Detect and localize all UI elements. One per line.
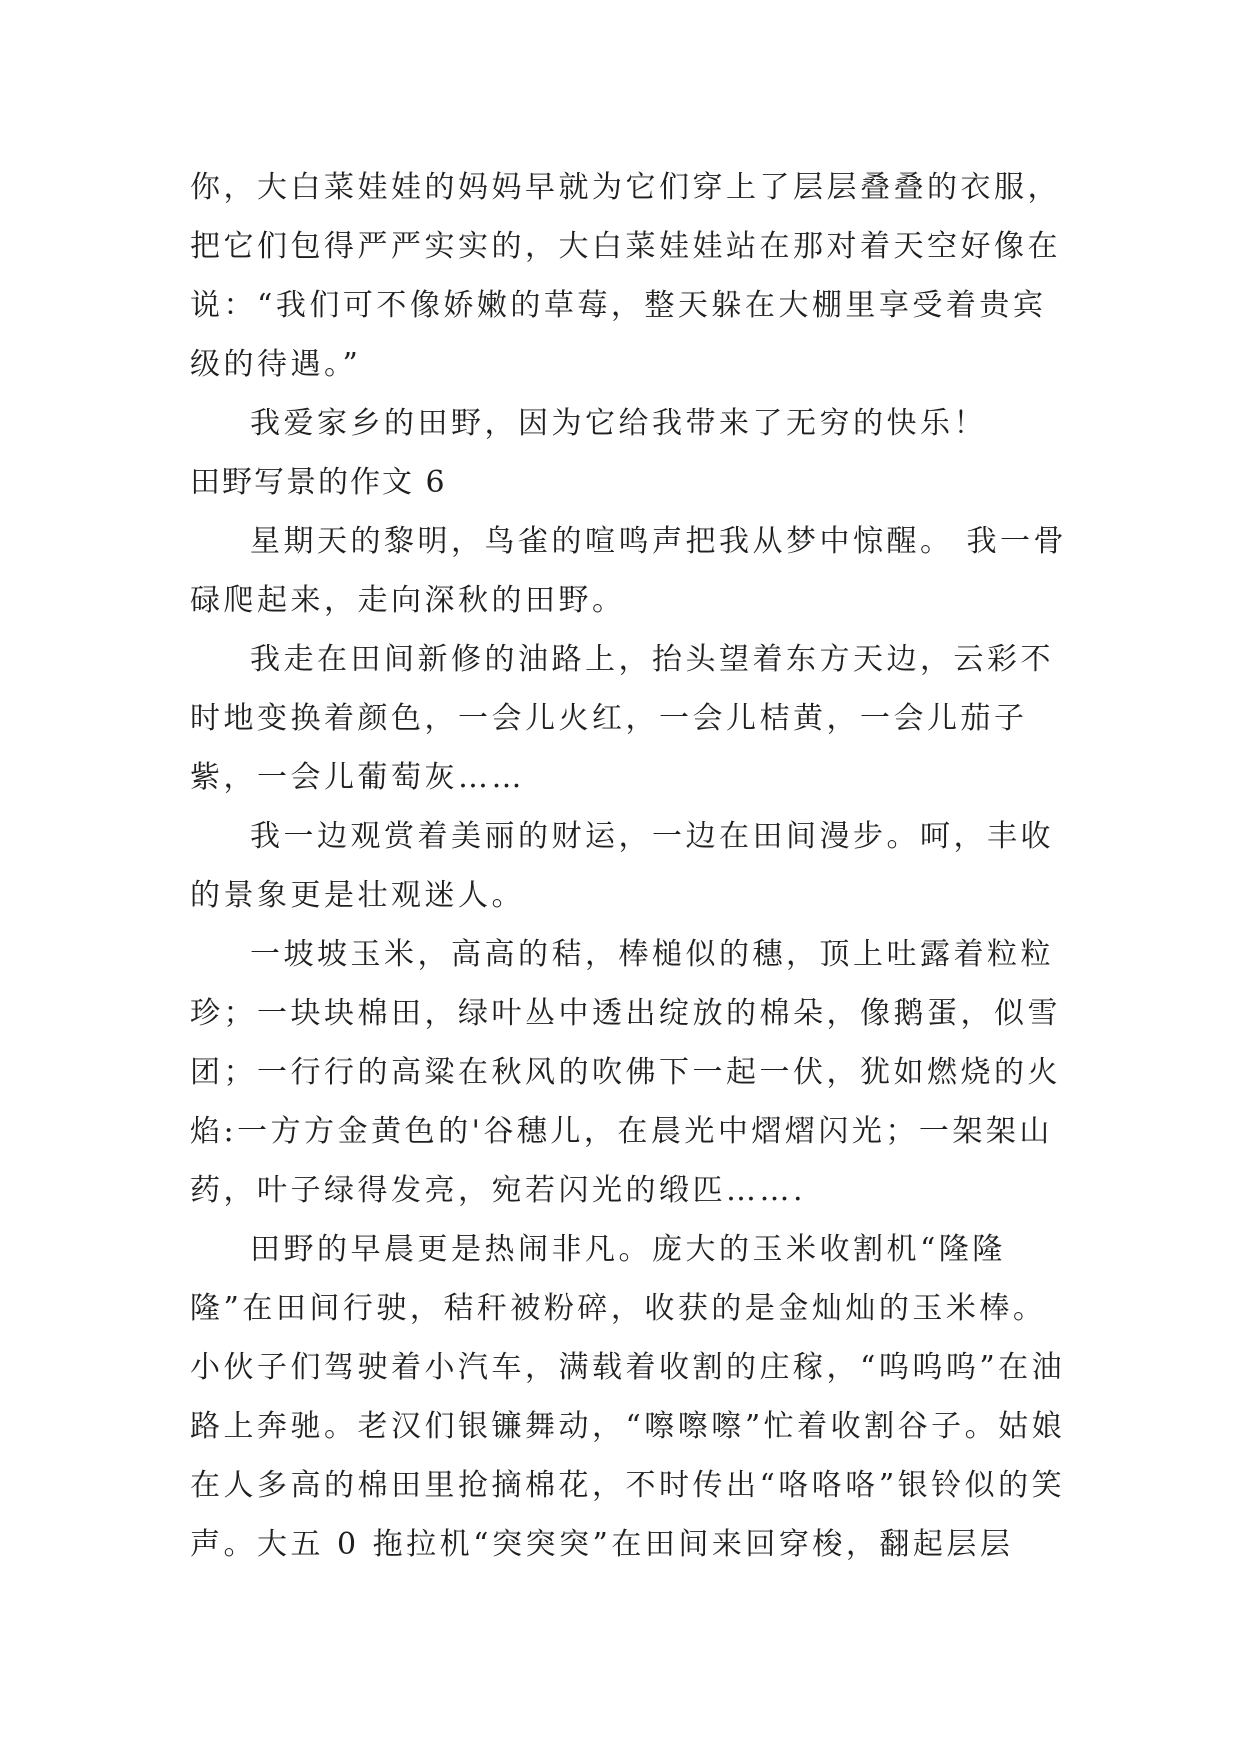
section-heading: 田野写景的作文 6: [190, 465, 447, 500]
document-body: [190, 158, 1070, 1574]
paragraph-4: 我走在田间新修的油路上，抬头望着东方天边，云彩不时地变换着颜色，一会儿火红，一会儿桔黄，一会儿茄子紫，一会儿葡萄灰……: [190, 642, 1054, 795]
paragraph-3: 星期天的黎明，鸟雀的喧鸣声把我从梦中惊醒。 我一骨碌爬起来，走向深秋的田野。: [190, 524, 1068, 618]
paragraph-2: 我爱家乡的田野，因为它给我带来了无穷的快乐！: [250, 406, 987, 441]
paragraph-5: 我一边观赏着美丽的财运，一边在田间漫步。呵，丰收的景象更是壮观迷人。: [190, 819, 1054, 913]
paragraph-1: 你，大白菜娃娃的妈妈早就为它们穿上了层层叠叠的衣服，把它们包得严严实实的，大白菜娃娃站在那对着天空好像在说：“我们可不像娇嫩的草莓，整天躲在大棚里享受着贵宾级的待遇。”: [190, 170, 1061, 382]
paragraph-7: 田野的早晨更是热闹非凡。庞大的玉米收割机“隆隆隆”在田间行驶，秸秆被粉碎，收获的是金灿灿的玉米棒。小伙子们驾驶着小汽车，满载着收割的庄稼，“呜呜呜”在油路上奔驰。老汉们银镰舞动，“嚓嚓嚓”忙着收割谷子。姑娘在人多高的棉田里抢摘棉花，不时传出“咯咯咯”银铃似的笑声。大五 0 拖拉机“突突突”在田间来回穿梭，翻起层层: [190, 1232, 1066, 1562]
paragraph-6: 一坡坡玉米，高高的秸，棒槌似的穗，顶上吐露着粒粒珍；一块块棉田，绿叶丛中透出绽放的棉朵，像鹅蛋，似雪团；一行行的高粱在秋风的吹佛下一起一伏，犹如燃烧的火焰:一方方金黄色的'谷穗儿，在晨光中熠熠闪光；一架架山药，叶子绿得发亮，宛若闪光的缎匹…….: [190, 937, 1061, 1208]
